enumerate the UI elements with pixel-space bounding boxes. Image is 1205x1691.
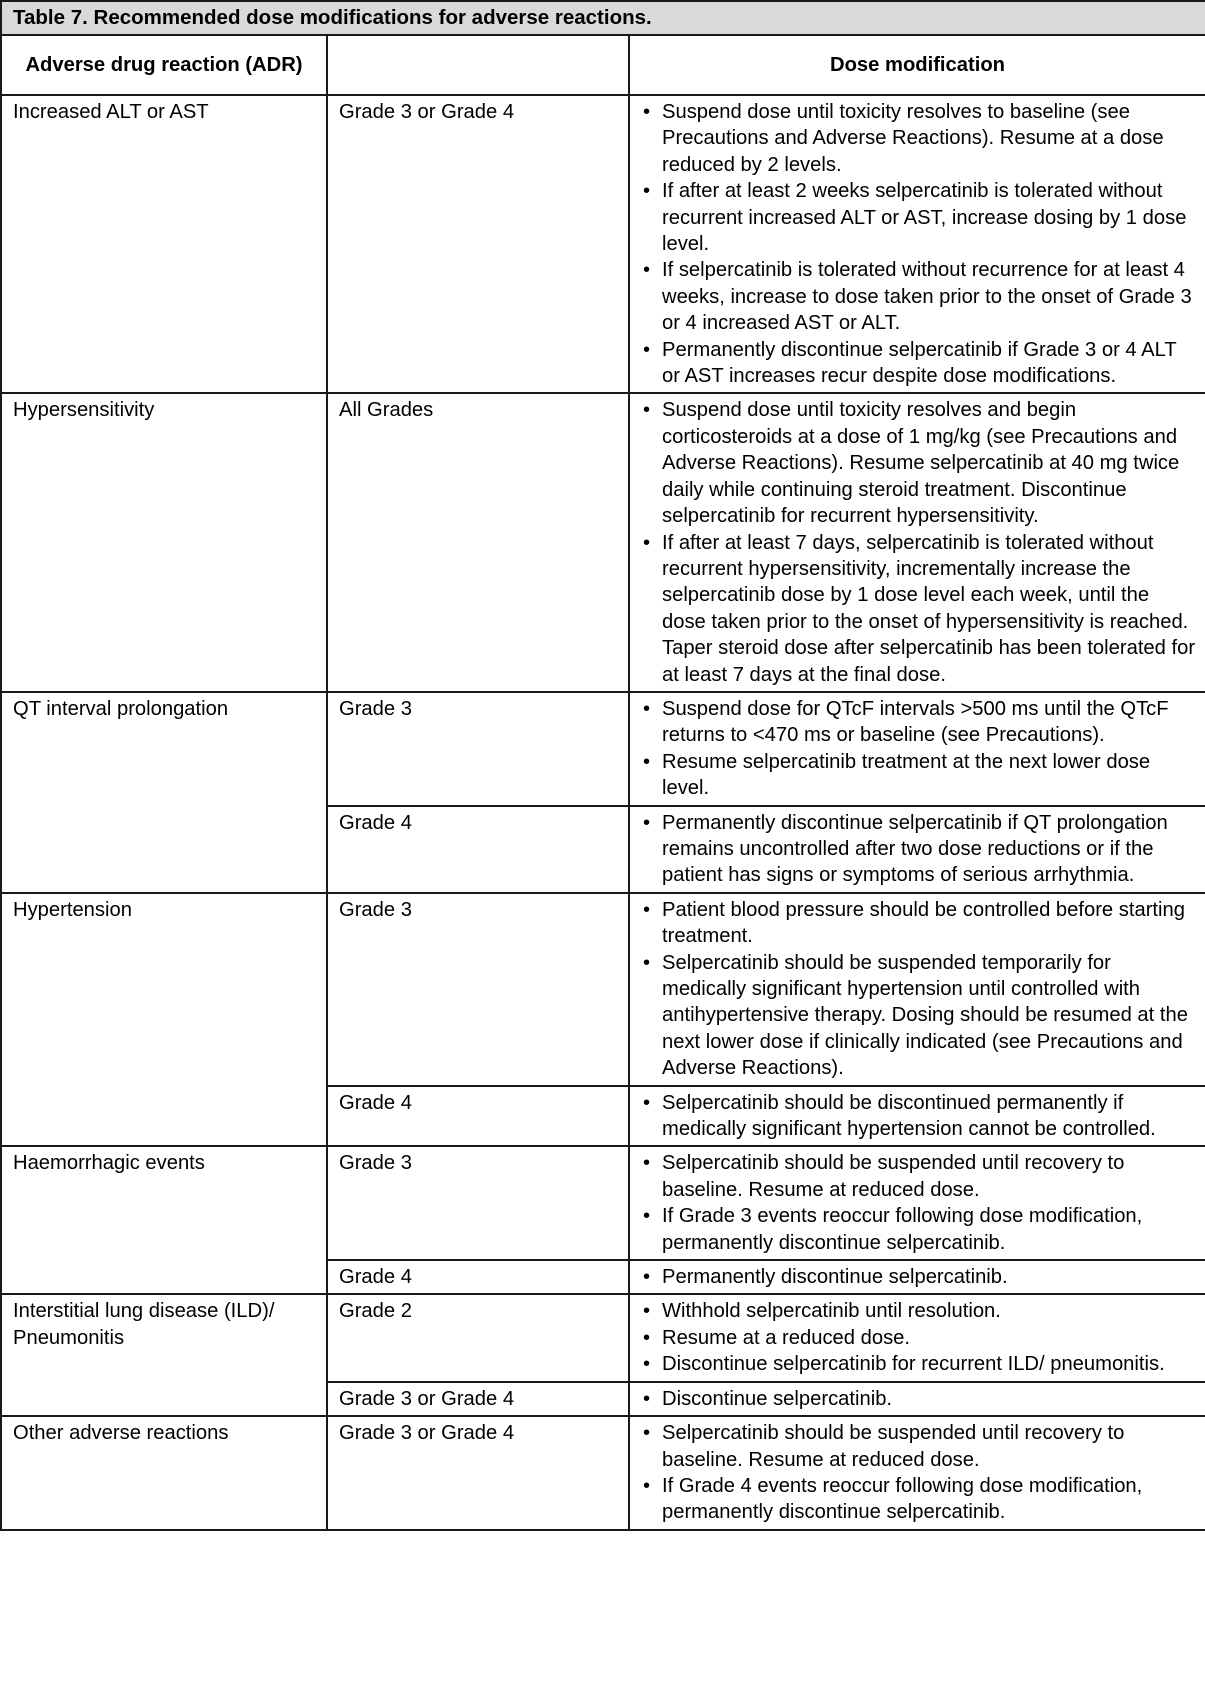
- dose-modification-item: • If after at least 2 weeks selpercatinib is tolerated without recurrent increased ALT or AST, increase dosing by 1 dose level.: [641, 178, 1197, 257]
- dose-modification-item: • Suspend dose until toxicity resolves to baseline (see Precautions and Adverse Reactions). Resume at a dose reduced by 2 levels.: [641, 99, 1197, 178]
- dose-modification-cell: [629, 1416, 1205, 1530]
- table-row: [1, 692, 1205, 806]
- adr-cell: Hypersensitivity: [1, 393, 327, 691]
- adr-cell: Interstitial lung disease (ILD)/ Pneumonitis: [1, 1294, 327, 1416]
- dose-modification-list: [641, 1264, 1197, 1290]
- dose-modification-item: • Resume selpercatinib treatment at the next lower dose level.: [641, 749, 1197, 802]
- dose-modification-item: • Selpercatinib should be suspended temporarily for medically significant hypertension until controlled with antihypertensive therapy. Dosing should be resumed at the next lower dose if clinically indicated (see Precautions and Adverse Reactions).: [641, 950, 1197, 1082]
- dose-modification-cell: [629, 893, 1205, 1086]
- table-row: [1, 95, 1205, 393]
- grade-cell: Grade 2: [327, 1294, 629, 1381]
- table-row: [1, 393, 1205, 691]
- table-caption: Table 7. Recommended dose modifications for adverse reactions.: [1, 1, 1205, 35]
- dose-modification-item: • Resume at a reduced dose.: [641, 1325, 1197, 1351]
- dose-modification-item: • Selpercatinib should be suspended until recovery to baseline. Resume at reduced dose.: [641, 1150, 1197, 1203]
- dose-modification-cell: [629, 1146, 1205, 1260]
- adr-cell: Haemorrhagic events: [1, 1146, 327, 1294]
- dose-modification-cell: [629, 806, 1205, 893]
- header-grade: [327, 35, 629, 95]
- grade-cell: Grade 3: [327, 893, 629, 1086]
- dose-modification-item: • If after at least 7 days, selpercatinib is tolerated without recurrent hypersensitivity, incrementally increase the selpercatinib dose by 1 dose level each week, until the dose taken prior to the onset of hypersensitivity is reached. Taper steroid dose after selpercatinib has been tolerated for at least 7 days at the final dose.: [641, 530, 1197, 688]
- dose-modification-item: • If selpercatinib is tolerated without recurrence for at least 4 weeks, increase to dose taken prior to the onset of Grade 3 or 4 increased AST or ALT.: [641, 257, 1197, 336]
- dose-modification-item: • If Grade 3 events reoccur following dose modification, permanently discontinue selpercatinib.: [641, 1203, 1197, 1256]
- dose-modification-cell: [629, 393, 1205, 691]
- dose-modification-list: [641, 99, 1197, 389]
- dose-modification-list: [641, 1386, 1197, 1412]
- dose-modification-list: [641, 696, 1197, 802]
- adr-cell: Hypertension: [1, 893, 327, 1147]
- dose-modification-cell: [629, 1260, 1205, 1294]
- grade-cell: Grade 4: [327, 806, 629, 893]
- dose-modification-list: [641, 1090, 1197, 1143]
- adr-cell: Increased ALT or AST: [1, 95, 327, 393]
- dose-modification-item: • Suspend dose for QTcF intervals >500 ms until the QTcF returns to <470 ms or baseline (see Precautions).: [641, 696, 1197, 749]
- dose-modification-list: [641, 397, 1197, 687]
- dose-modification-item: • Suspend dose until toxicity resolves and begin corticosteroids at a dose of 1 mg/kg (see Precautions and Adverse Reactions). Resume selpercatinib at 40 mg twice daily while continuing steroid treatment. Discontinue selpercatinib for recurrent hypersensitivity.: [641, 397, 1197, 529]
- dose-modification-item: • Permanently discontinue selpercatinib if QT prolongation remains uncontrolled after two dose reductions or if the patient has signs or symptoms of serious arrhythmia.: [641, 810, 1197, 889]
- dose-modification-cell: [629, 692, 1205, 806]
- dose-modification-list: [641, 1150, 1197, 1256]
- adr-cell: QT interval prolongation: [1, 692, 327, 893]
- table-row: [1, 893, 1205, 1086]
- dose-modification-item: • Patient blood pressure should be controlled before starting treatment.: [641, 897, 1197, 950]
- dose-modification-item: • If Grade 4 events reoccur following dose modification, permanently discontinue selpercatinib.: [641, 1473, 1197, 1526]
- dose-modification-list: [641, 1420, 1197, 1526]
- table-body: [1, 95, 1205, 1530]
- grade-cell: Grade 3 or Grade 4: [327, 1382, 629, 1416]
- table-row: [1, 1294, 1205, 1381]
- grade-cell: Grade 3: [327, 692, 629, 806]
- header-adr: Adverse drug reaction (ADR): [1, 35, 327, 95]
- dose-modification-item: • Discontinue selpercatinib for recurrent ILD/ pneumonitis.: [641, 1351, 1197, 1377]
- adr-cell: Other adverse reactions: [1, 1416, 327, 1530]
- dose-modification-list: [641, 897, 1197, 1082]
- dose-modification-item: • Selpercatinib should be suspended until recovery to baseline. Resume at reduced dose.: [641, 1420, 1197, 1473]
- table-row: [1, 1416, 1205, 1530]
- dose-modification-cell: [629, 1086, 1205, 1147]
- dose-modification-item: • Permanently discontinue selpercatinib if Grade 3 or 4 ALT or AST increases recur despite dose modifications.: [641, 337, 1197, 390]
- dose-modification-cell: [629, 1294, 1205, 1381]
- dose-modification-item: • Permanently discontinue selpercatinib.: [641, 1264, 1197, 1290]
- grade-cell: Grade 3 or Grade 4: [327, 1416, 629, 1530]
- dose-modification-cell: [629, 1382, 1205, 1416]
- dose-modification-item: • Selpercatinib should be discontinued permanently if medically significant hypertension cannot be controlled.: [641, 1090, 1197, 1143]
- grade-cell: Grade 4: [327, 1086, 629, 1147]
- dose-modification-cell: [629, 95, 1205, 393]
- grade-cell: Grade 4: [327, 1260, 629, 1294]
- table-row: [1, 1146, 1205, 1260]
- dose-modification-item: • Withhold selpercatinib until resolution.: [641, 1298, 1197, 1324]
- grade-cell: All Grades: [327, 393, 629, 691]
- grade-cell: Grade 3 or Grade 4: [327, 95, 629, 393]
- header-dose-modification: Dose modification: [629, 35, 1205, 95]
- dose-modification-list: [641, 810, 1197, 889]
- dose-modification-item: • Discontinue selpercatinib.: [641, 1386, 1197, 1412]
- grade-cell: Grade 3: [327, 1146, 629, 1260]
- dose-modification-list: [641, 1298, 1197, 1377]
